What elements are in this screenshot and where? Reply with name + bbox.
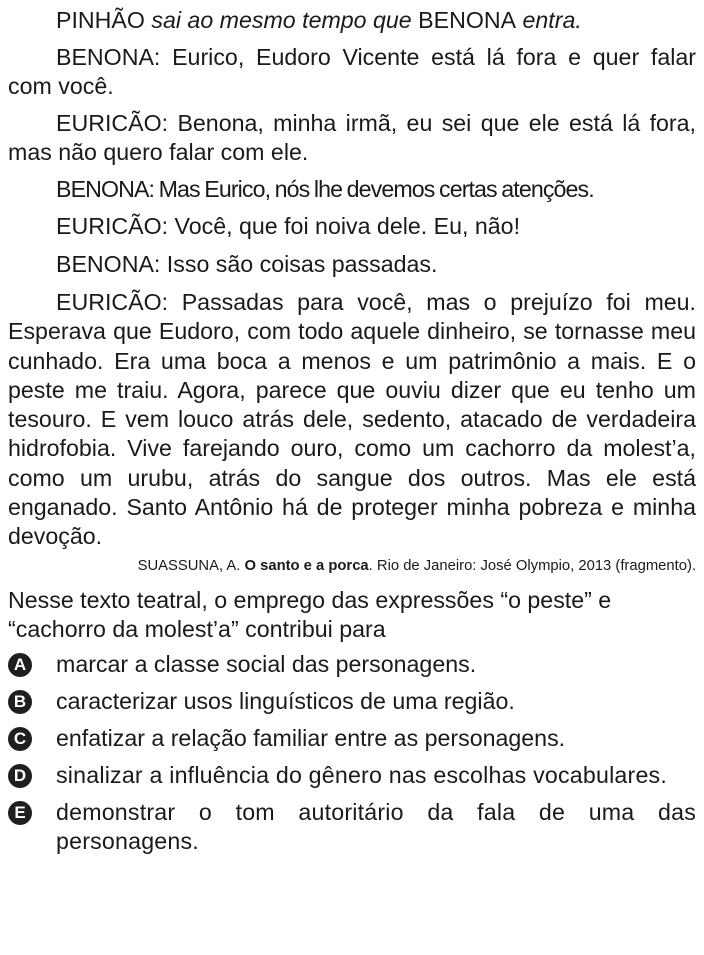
dialogue-line: EURICÃO: Passadas para você, mas o prejuízo foi meu. Esperava que Eudoro, com todo aquele dinheiro, se tornasse meu cunhado. Era uma boca a menos e um patrimônio a mais. E o peste me traiu. Agora, parece que ouviu dizer que eu tenho um tesouro. E vem louco atrás dele, sedento, atacado de verdadeira hidrofobia. Vive farejando ouro, como um cachorro da molest’a, como um urubu, atrás do sangue dos outros. Mas ele está enganado. Santo Antônio há de proteger minha pobreza e minha devoção. (8, 289, 696, 550)
stage-direction (8, 6, 696, 35)
option-letter-badge: B (8, 690, 32, 714)
source-title: O santo e a porca (244, 557, 369, 574)
option-b[interactable] (8, 687, 696, 716)
option-e[interactable] (8, 798, 696, 856)
option-letter-badge: A (8, 653, 32, 677)
dialogue-line: BENONA: Eurico, Eudoro Vicente está lá fora e quer falar com você. (8, 44, 696, 99)
source-citation (8, 556, 696, 576)
option-a[interactable] (8, 650, 696, 679)
option-letter-badge: D (8, 764, 32, 788)
exam-page (8, 6, 696, 864)
dialogue-line: BENONA: Isso são coisas passadas. (56, 251, 438, 277)
stage-direction-text: sai ao mesmo tempo que (144, 7, 419, 33)
character-name: BENONA (418, 7, 517, 33)
option-letter-badge: E (8, 801, 32, 825)
stage-direction-text: entra. (516, 7, 582, 33)
option-text: enfatizar a relação familiar entre as personagens. (56, 724, 566, 751)
option-c[interactable] (8, 724, 696, 753)
option-text: caracterizar usos linguísticos de uma região. (56, 687, 515, 714)
question-stem: Nesse texto teatral, o emprego das expressões “o peste” e “cachorro da molest’a” contribui para (8, 586, 612, 642)
option-letter-badge: C (8, 727, 32, 751)
character-name: PINHÃO (56, 7, 145, 33)
dialogue-line: EURICÃO: Benona, minha irmã, eu sei que ele está lá fora, mas não quero falar com ele. (8, 110, 696, 165)
dialogue-line: EURICÃO: Você, que foi noiva dele. Eu, não! (56, 213, 521, 239)
option-d[interactable] (8, 761, 696, 790)
option-text: demonstrar o tom autoritário da fala de uma das personagens. (56, 798, 696, 854)
source-details: . Rio de Janeiro: José Olympio, 2013 (fragmento). (368, 557, 696, 574)
dialogue-line: BENONA: Mas Eurico, nós lhe devemos certas atenções. (56, 176, 594, 202)
option-text: marcar a classe social das personagens. (56, 650, 477, 677)
option-text: sinalizar a influência do gênero nas escolhas vocabulares. (56, 761, 667, 788)
source-author: SUASSUNA, A. (137, 557, 245, 574)
